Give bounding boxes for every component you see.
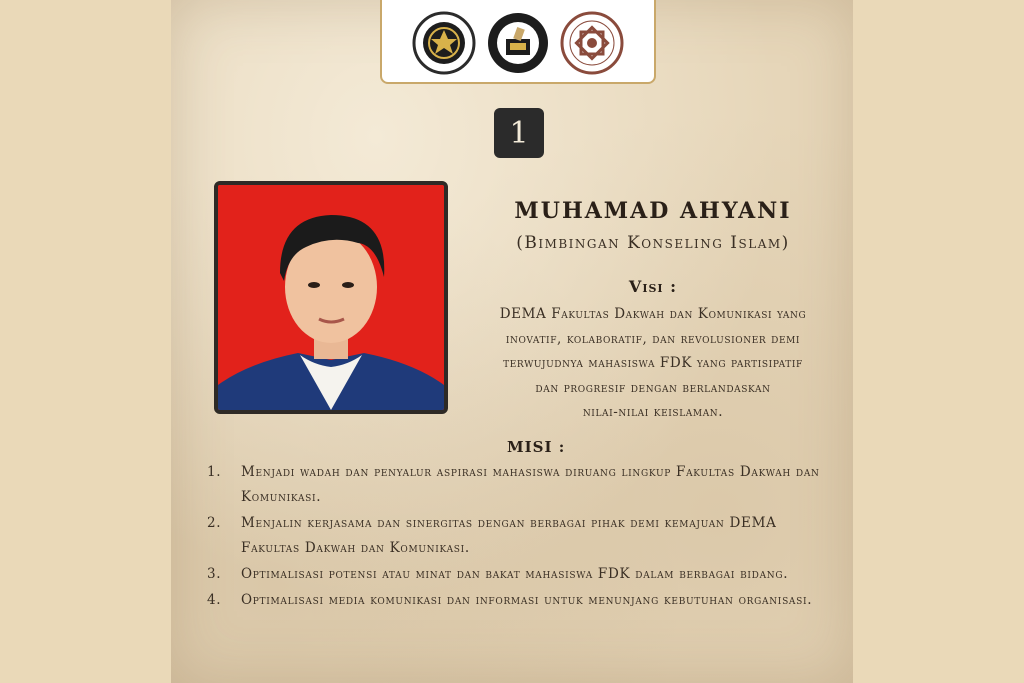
misi-item <box>207 511 827 561</box>
star-ornament-logo-icon <box>560 11 624 75</box>
visi-line: dan progresif dengan berlandaskan <box>535 379 771 396</box>
candidate-number-badge: 1 <box>494 108 544 158</box>
seal-logo-icon <box>412 11 476 75</box>
visi-line: DEMA Fakultas Dakwah dan Komunikasi yang <box>499 306 807 322</box>
misi-item-number: 3. <box>207 566 222 582</box>
candidate-portrait <box>218 185 444 410</box>
misi-item-text: Menjadi wadah dan penyalur aspirasi mahasiswa diruang lingkup Fakultas Dakwah dan Komunikasi. <box>241 464 820 505</box>
ballot-box-logo-icon <box>486 11 550 75</box>
misi-item-text: Optimalisasi potensi atau minat dan bakat mahasiswa FDK dalam berbagai bidang. <box>241 566 789 582</box>
misi-item <box>207 588 827 613</box>
misi-item-number: 4. <box>207 592 222 608</box>
visi-text <box>467 302 839 425</box>
misi-list <box>207 460 827 614</box>
candidate-major: (Bimbingan Konseling Islam) <box>516 233 790 253</box>
misi-item-text: Menjalin kerjasama dan sinergitas dengan berbagai pihak demi kemajuan DEMA Fakultas Dakwah dan Komunikasi. <box>241 515 777 556</box>
misi-title: MISI : <box>507 438 566 456</box>
misi-item-number: 2. <box>207 515 222 531</box>
logo-bar <box>380 0 656 84</box>
candidate-name: MUHAMAD AHYANI <box>514 198 792 224</box>
misi-item-number: 1. <box>207 464 222 480</box>
visi-line: inovatif, kolaboratif, dan revolusioner demi <box>505 330 801 347</box>
visi-line: nilai-nilai keislaman. <box>582 404 724 421</box>
candidate-photo <box>214 181 448 414</box>
visi-line: terwujudnya mahasiswa FDK yang partisipatif <box>503 355 803 372</box>
visi-title: Visi : <box>628 277 678 296</box>
campaign-poster <box>171 0 853 683</box>
misi-item <box>207 562 827 587</box>
misi-item <box>207 460 827 510</box>
misi-item-text: Optimalisasi media komunikasi dan informasi untuk menunjang kebutuhan organisasi. <box>241 592 813 608</box>
